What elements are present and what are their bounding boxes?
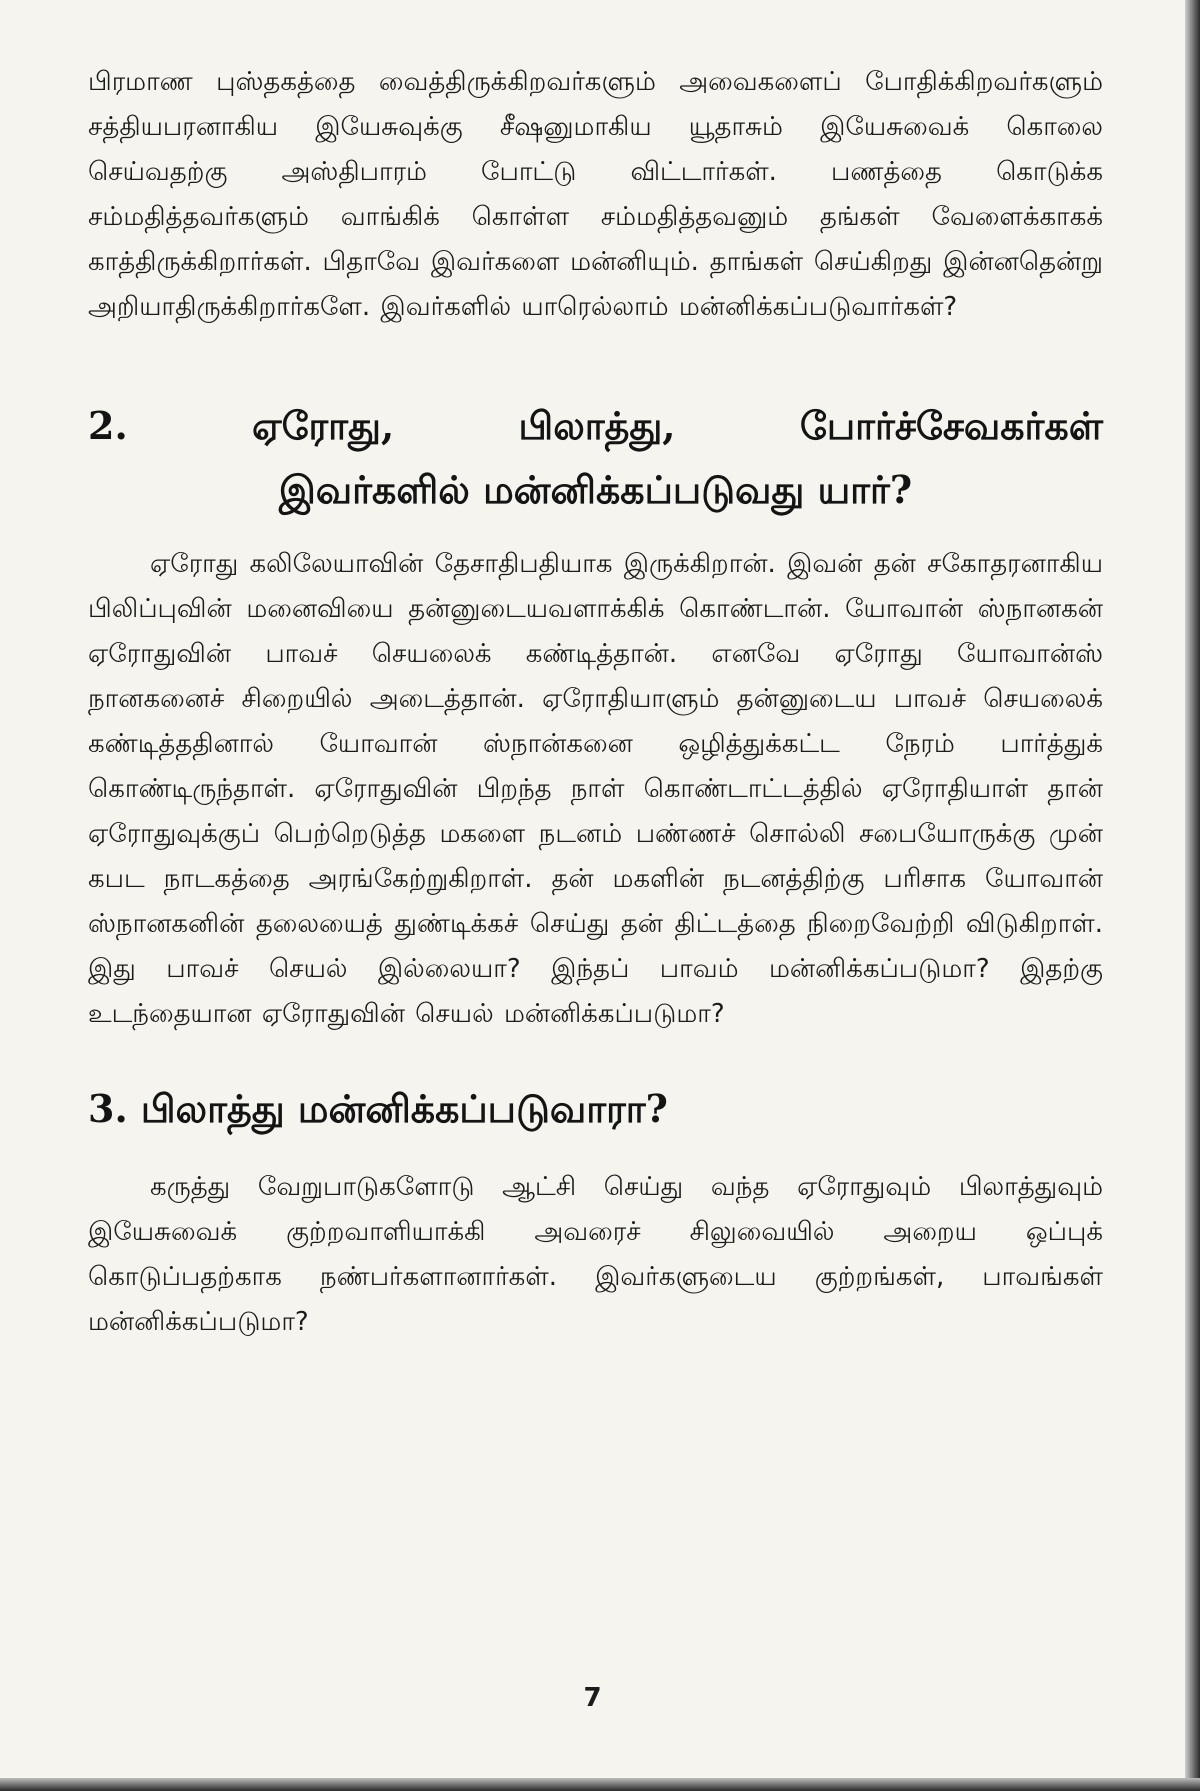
section-3-paragraph: கருத்து வேறுபாடுகளோடு ஆட்சி செய்து வந்த ஏரோதுவும் பிலாத்துவும் இயேசுவைக் குற்றவாளியாக்கி அவரைச் சிலுவையில் அறைய ஒப்புக் கொடுப்பதற்காக நண்பர்களானார்கள். இவர்களுடைய குற்றங்கள், பாவங்கள் மன்னிக்கப்படுமா? — [88, 1172, 1103, 1337]
section-2-paragraph: ஏரோது கலிலேயாவின் தேசாதிபதியாக இருக்கிறான். இவன் தன் சகோதரனாகிய பிலிப்புவின் மனைவியை தன்னுடையவளாக்கிக் கொண்டான். யோவான் ஸ்நானகன் ஏரோதுவின் பாவச் செயலைக் கண்டித்தான். எனவே ஏரோது யோவான்ஸ் நானகனைச் சிறையில் அடைத்தான். ஏரோதியாளும் தன்னுடைய பாவச் செயலைக் கண்டித்ததினால் யோவான் ஸ்நான்கனை ஒழித்துக்கட்ட நேரம் பார்த்துக் கொண்டிருந்தாள். ஏரோதுவின் பிறந்த நாள் கொண்டாட்டத்தில் ஏரோதியாள் தான் ஏரோதுவுக்குப் பெற்றெடுத்த மகளை நடனம் பண்ணச் சொல்லி சபையோருக்கு முன் கபட நாடகத்தை அரங்கேற்றுகிறாள். தன் மகளின் நடனத்திற்கு பரிசாக யோவான் ஸ்நானகனின் தலையைத் துண்டிக்கச் செய்து தன் திட்டத்தை நிறைவேற்றி விடுகிறாள். இது பாவச் செயல் இல்லையா? இந்தப் பாவம் மன்னிக்கப்படுமா? இதற்கு உடந்தையான ஏரோதுவின் செயல் மன்னிக்கப்படுமா? — [88, 549, 1103, 1029]
page-edge-shadow-right — [1185, 0, 1200, 1791]
section-2-heading-line-1: 2. ஏரோது, பிலாத்து, போர்ச்சேவகர்கள் — [88, 403, 1103, 448]
page-edge-shadow-bottom — [0, 1778, 1200, 1791]
page-number: 7 — [583, 1683, 602, 1713]
page-content — [88, 60, 1103, 1345]
section-2-heading — [88, 394, 1103, 522]
section-3-heading: 3. பிலாத்து மன்னிக்கப்படுவாரா? — [88, 1086, 668, 1131]
section-2-heading-line-2: இவர்களில் மன்னிக்கப்படுவது யார்? — [278, 467, 913, 512]
intro-paragraph: பிரமாண புஸ்தகத்தை வைத்திருக்கிறவர்களும் அவைகளைப் போதிக்கிறவர்களும் சத்தியபரனாகிய இயேசுவுக்கு சீஷனுமாகிய யூதாசும் இயேசுவைக் கொலை செய்வதற்கு அஸ்திபாரம் போட்டு விட்டார்கள். பணத்தை கொடுக்க சம்மதித்தவர்களும் வாங்கிக் கொள்ள சம்மதித்தவனும் தங்கள் வேளைக்காகக் காத்திருக்கிறார்கள். பிதாவே இவர்களை மன்னியும். தாங்கள் செய்கிறது இன்னதென்று அறியாதிருக்கிறார்களே. இவர்களில் யாரெல்லாம் மன்னிக்கப்படுவார்கள்? — [88, 67, 1103, 322]
